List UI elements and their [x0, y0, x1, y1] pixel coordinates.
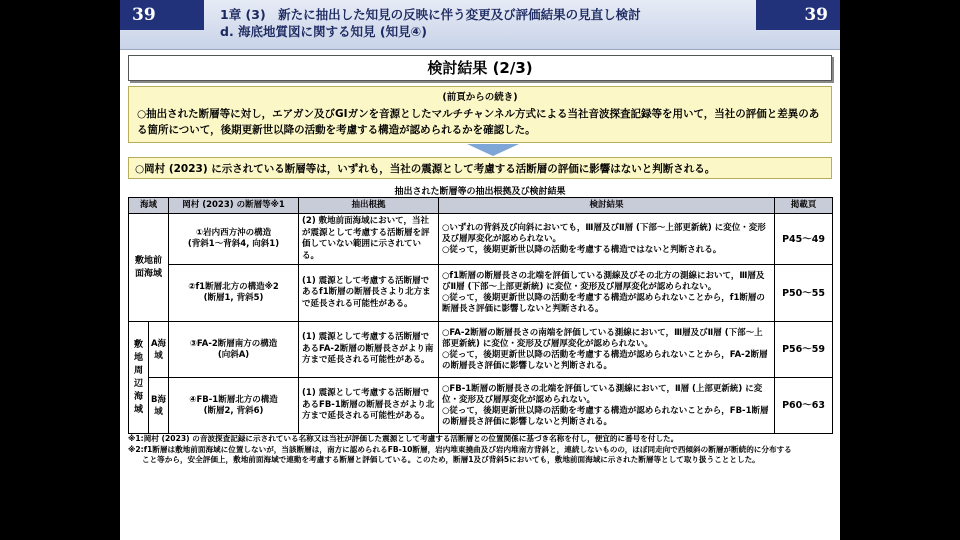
page-number-right: 39: [756, 0, 840, 30]
result-cell: [439, 378, 775, 434]
result-line: ○FB-1断層の断層長さの北端を評価している測線において，Ⅱ層 (上部更新統) に変位・変形及び層厚変化が認められない。: [442, 383, 763, 405]
header-title: [220, 6, 641, 40]
result-line: ○従って，後期更新世以降の活動を考慮する構造が認められないことから，FA-2断層の断層長さ評価に影響しないと判断される。: [442, 349, 768, 371]
result-line: ○従って，後期更新世以降の活動を考慮する構造が認められないことから，FB-1断層の断層長さ評価に影響しないと判断される。: [442, 405, 769, 427]
header-result: 検討結果: [439, 198, 775, 214]
basis-cell: (1) 震源として考慮する活断層であるf1断層の断層長さより北方まで延長される可能性がある。: [299, 265, 439, 322]
fault-name: ②f1断層北方の構造※2: [188, 282, 279, 292]
table-row: [129, 265, 833, 322]
sea-area-around: 敷地周辺海域: [129, 322, 149, 434]
table-header-row: [129, 198, 833, 214]
fault-cell: [169, 214, 299, 265]
slide-header: [120, 0, 840, 50]
page-cell: P56～59: [775, 322, 833, 378]
fault-cell: [169, 322, 299, 378]
basis-cell: (1) 震源として考慮する活断層であるFA-2断層の断層長さがより南方まで延長される可能性がある。: [299, 322, 439, 378]
results-table: [128, 197, 833, 434]
header-sea-area: 海域: [129, 198, 169, 214]
page-number-left: 39: [120, 0, 204, 30]
page-cell: P45～49: [775, 214, 833, 265]
footnote-1: ※1:岡村 (2023) の音波探査記録に示されている名称又は当社が評価した震源として考慮する活断層との位置関係に基づき名称を付し，便宜的に番号を付した。: [128, 434, 679, 443]
page-cell: P60～63: [775, 378, 833, 434]
sub-area-a: A海域: [149, 322, 169, 378]
header-basis: 抽出根拠: [299, 198, 439, 214]
result-line: ○FA-2断層の断層長さの南端を評価している測線において，Ⅲ層及びⅡ層 (下部～上部更新統) に変位・変形及び層厚変化が認められない。: [442, 327, 763, 349]
fault-detail: (断層2, 背斜6): [203, 405, 264, 416]
basis-cell: (1) 震源として考慮する活断層であるFB-1断層の断層長さがより北方まで延長される可能性がある。: [299, 378, 439, 434]
result-line: ○従って，後期更新世以降の活動を考慮する構造が認められないことから，f1断層の断層長さ評価に影響しないと判断される。: [442, 293, 765, 314]
footnote-2-line-1: ※2:f1断層は敷地前面海域に位置しないが，当該断層は，南方に認められるFB-10断層，岩内堆東撓曲及び岩内堆南方背斜と，連続しないものの，ほぼ同走向で西傾斜の断層が断続的に分布する: [128, 444, 792, 454]
fault-detail: (背斜1～背斜4, 向斜1): [187, 239, 280, 249]
result-title: 検討結果 (2/3): [128, 55, 832, 81]
table-row: [129, 322, 833, 378]
result-line: ○いずれの背斜及び向斜においても，Ⅲ層及びⅡ層 (下部～上部更新統) に変位・変形及び層厚変化が認められない。: [442, 222, 766, 244]
table-row: [129, 378, 833, 434]
footnotes: [128, 434, 834, 466]
fault-cell: [169, 378, 299, 434]
fault-name: ①岩内西方沖の構造: [195, 228, 272, 238]
intro-box: [128, 86, 832, 143]
fault-detail: (向斜A): [217, 349, 250, 360]
table-row: [129, 214, 833, 265]
table-title: 抽出された断層等の抽出根拠及び検討結果: [394, 187, 566, 197]
footnote-2-line-2: こと等から，安全評価上，敷地前面海域で連動を考慮する断層と評価している。このため，断層1及び背斜5においても，敷地前面海域に示された断層等として取り扱うこととした。: [142, 455, 760, 464]
slide: [120, 0, 840, 540]
result-cell: [439, 214, 775, 265]
header-page: 掲載頁: [775, 198, 833, 214]
header-line-1: 1章 (3) 新たに抽出した知見の反映に伴う変更及び評価結果の見直し検討: [220, 7, 641, 22]
conclusion-text: ○岡村 (2023) に示されている断層等は，いずれも，当社の震源として考慮する活断層の評価に影響はないと判断される。: [135, 163, 716, 175]
header-fault: 岡村 (2023) の断層等※1: [169, 198, 299, 214]
header-line-2: d. 海底地質図に関する知見 (知見④): [220, 24, 427, 39]
fault-detail: (断層1, 背斜5): [203, 293, 264, 303]
result-cell: [439, 265, 775, 322]
continued-label: (前頁からの続き): [442, 92, 518, 103]
intro-text: ○抽出された断層等に対し，エアガン及びGIガンを音源としたマルチチャンネル方式による当社音波探査記録等を用いて，当社の評価と差異のある箇所について，後期更新世以降の活動を考慮する構造が認められるかを確認した。: [137, 108, 820, 136]
result-line: ○f1断層の断層長さの北端を評価している測線及びその北方の測線において，Ⅲ層及びⅡ層 (下部～上部更新統) に変位・変形及び層厚変化が認められない。: [442, 271, 765, 292]
result-line: ○従って，後期更新世以降の活動を考慮する構造ではないと判断される。: [442, 244, 722, 255]
page-cell: P50～55: [775, 265, 833, 322]
conclusion-box: [128, 157, 832, 179]
sea-area-front: 敷地前面海域: [129, 214, 169, 322]
down-arrow-icon: [467, 144, 519, 156]
fault-name: ③FA-2断層南方の構造: [189, 338, 278, 349]
fault-cell: [169, 265, 299, 322]
fault-name: ④FB-1断層北方の構造: [189, 394, 278, 405]
basis-cell: (2) 敷地前面海域において，当社が震源として考慮する活断層を評価していない範囲に示されている。: [299, 214, 439, 265]
sub-area-b: B海域: [149, 378, 169, 434]
result-cell: [439, 322, 775, 378]
